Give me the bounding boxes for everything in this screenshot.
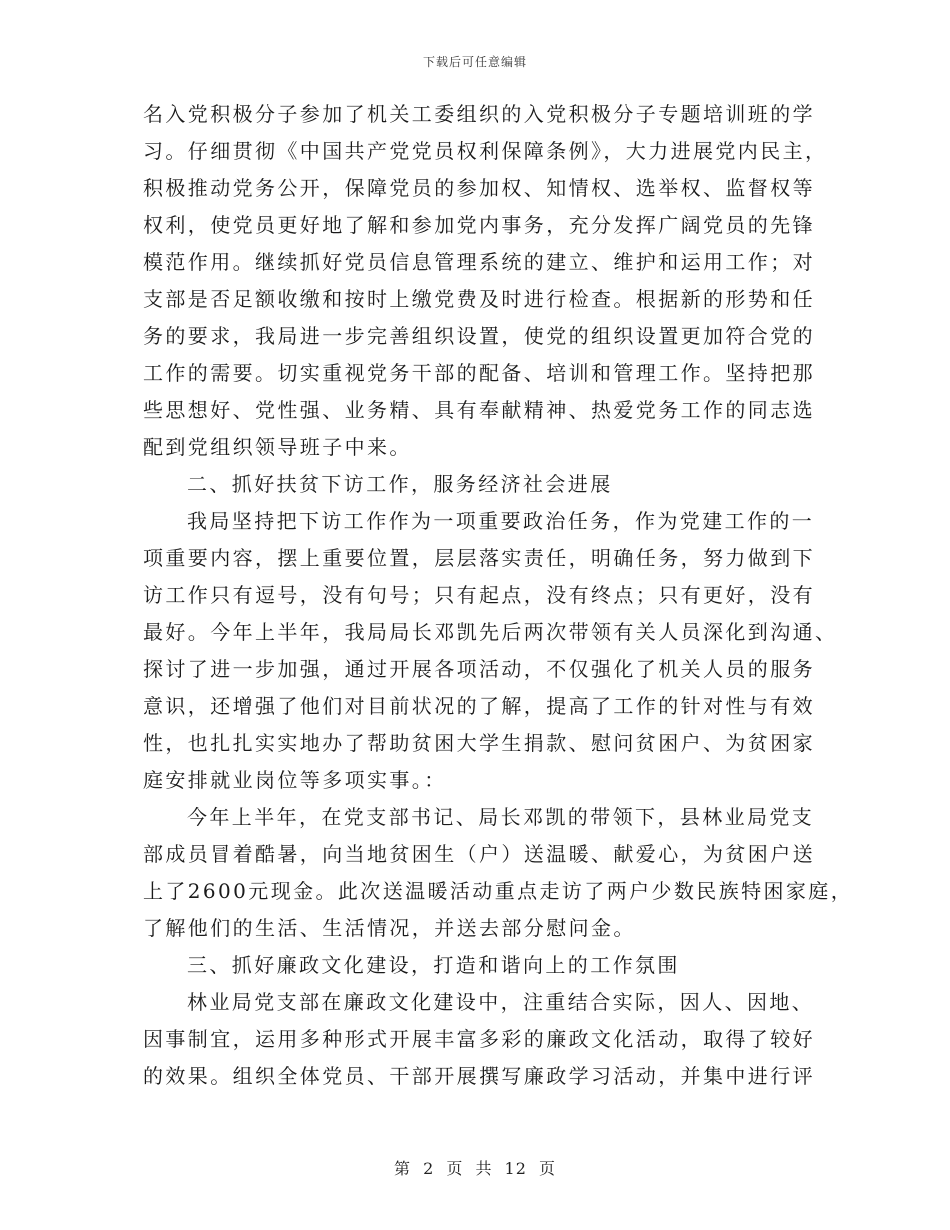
body-line: 项重要内容，摆上重要位置，层层落实责任，明确任务，努力做到下 [143,546,815,570]
body-line: 习。仔细贯彻《中国共产党党员权利保障条例》，大力进展党内民主， [143,139,828,163]
paragraph-first-line: 我局坚持把下访工作作为一项重要政治任务，作为党建工作的一 [187,509,815,533]
body-line: 些思想好、党性强、业务精、具有奉献精神、热爱党务工作的同志选 [143,398,815,422]
body-line: 务的要求，我局进一步完善组织设置，使党的组织设置更加符合党的 [143,324,815,348]
body-line: 的效果。组织全体党员、干部开展撰写廉政学习活动，并集中进行评 [143,1064,815,1088]
section-heading: 三、抓好廉政文化建设，打造和谐向上的工作氛围 [187,953,680,977]
body-line: 积极推动党务公开，保障党员的参加权、知情权、选举权、监督权等 [143,176,815,200]
body-line: 配到党组织领导班子中来。 [143,435,412,459]
body-line: 支部是否足额收缴和按时上缴党费及时进行检查。根据新的形势和任 [143,287,815,311]
body-line: 了解他们的生活、生活情况，并送去部分慰问金。 [143,916,636,940]
body-line: 访工作只有逗号，没有句号；只有起点，没有终点；只有更好，没有 [143,583,815,607]
paragraph-first-line: 今年上半年，在党支部书记、局长邓凯的带领下，县林业局党支 [187,805,815,829]
paragraph-first-line: 林业局党支部在廉政文化建设中，注重结合实际，因人、因地、 [187,990,815,1014]
body-line: 部成员冒着酷暑，向当地贫困生（户）送温暖、献爱心，为贫困户送 [143,842,815,866]
body-line: 性，也扎扎实实地办了帮助贫困大学生捐款、慰问贫困户、为贫困家 [143,731,815,755]
body-line: 工作的需要。切实重视党务干部的配备、培训和管理工作。坚持把那 [143,361,815,385]
body-line: 庭安排就业岗位等多项实事。： [143,768,447,792]
page-number-footer: 第 2 页 共 12 页 [394,1159,556,1178]
body-line: 名入党积极分子参加了机关工委组织的入党积极分子专题培训班的学 [143,102,815,126]
body-line: 意识，还增强了他们对目前状况的了解，提高了工作的针对性与有效 [143,694,815,718]
body-line: 探讨了进一步加强，通过开展各项活动，不仅强化了机关人员的服务 [143,657,815,681]
section-heading: 二、抓好扶贫下访工作，服务经济社会进展 [187,472,613,496]
body-line: 因事制宜，运用多种形式开展丰富多彩的廉政文化活动，取得了较好 [143,1027,815,1051]
body-line: 上了2600元现金。此次送温暖活动重点走访了两户少数民族特困家庭， [143,879,854,903]
page-header-note: 下载后可任意编辑 [422,55,527,69]
body-line: 模范作用。继续抓好党员信息管理系统的建立、维护和运用工作；对 [143,250,815,274]
document-body [143,96,854,1095]
body-line: 最好。今年上半年，我局局长邓凯先后两次带领有关人员深化到沟通、 [143,620,838,644]
body-line: 权利，使党员更好地了解和参加党内事务，充分发挥广阔党员的先锋 [143,213,815,237]
